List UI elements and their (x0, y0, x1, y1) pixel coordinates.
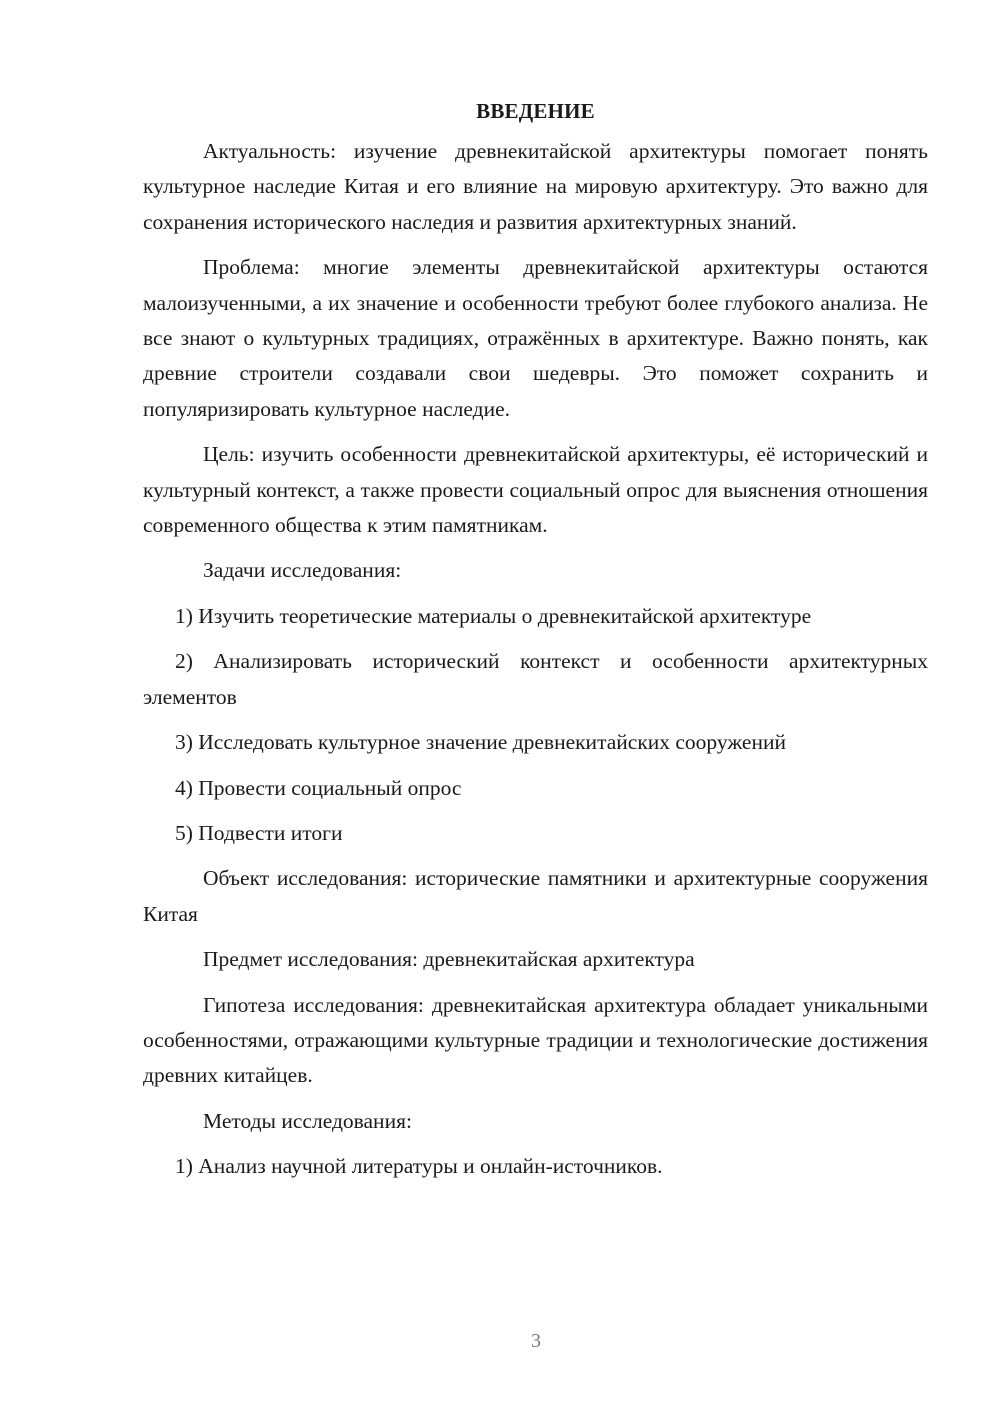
task-item-5: 5) Подвести итоги (175, 820, 343, 845)
tasks-heading: Задачи исследования: (203, 558, 402, 583)
paragraph-problem: Проблема: многие элементы древнекитайской архитектуры остаются малоизученными, а их значение и особенности требуют более глубокого анализа. Не все знают о культурных традициях, отражённых в архитектуре. Важно понять, как древние строители создавали свои шедевры. Это поможет сохранить и популяризировать культурное наследие. (143, 255, 928, 421)
page-content (143, 96, 928, 1195)
task-item-3: 3) Исследовать культурное значение древнекитайских сооружений (175, 730, 786, 755)
paragraph-goal: Цель: изучить особенности древнекитайской архитектуры, её исторический и культурный контекст, а также провести социальный опрос для выяснения отношения современного общества к этим памятникам. (143, 442, 928, 538)
task-item-2: 2) Анализировать исторический контекст и особенности архитектурных элементов (143, 649, 928, 709)
paragraph-hypothesis: Гипотеза исследования: древнекитайская архитектура обладает уникальными особенностями, отражающими культурные традиции и технологические достижения древних китайцев. (143, 992, 928, 1088)
methods-heading: Методы исследования: (203, 1108, 412, 1133)
page-title: ВВЕДЕНИЕ (476, 99, 595, 123)
paragraph-subject: Предмет исследования: древнекитайская архитектура (203, 947, 695, 972)
page-number: 3 (531, 1330, 541, 1352)
task-item-1: 1) Изучить теоретические материалы о древнекитайской архитектуре (175, 603, 812, 628)
paragraph-object: Объект исследования: исторические памятники и архитектурные сооружения Китая (143, 866, 928, 926)
method-item-1: 1) Анализ научной литературы и онлайн-источников. (175, 1154, 663, 1179)
task-item-4: 4) Провести социальный опрос (175, 775, 462, 800)
paragraph-relevance: Актуальность: изучение древнекитайской архитектуры помогает понять культурное наследие Китая и его влияние на мировую архитектуру. Это важно для сохранения исторического наследия и развития архитектурных знаний. (143, 139, 928, 234)
